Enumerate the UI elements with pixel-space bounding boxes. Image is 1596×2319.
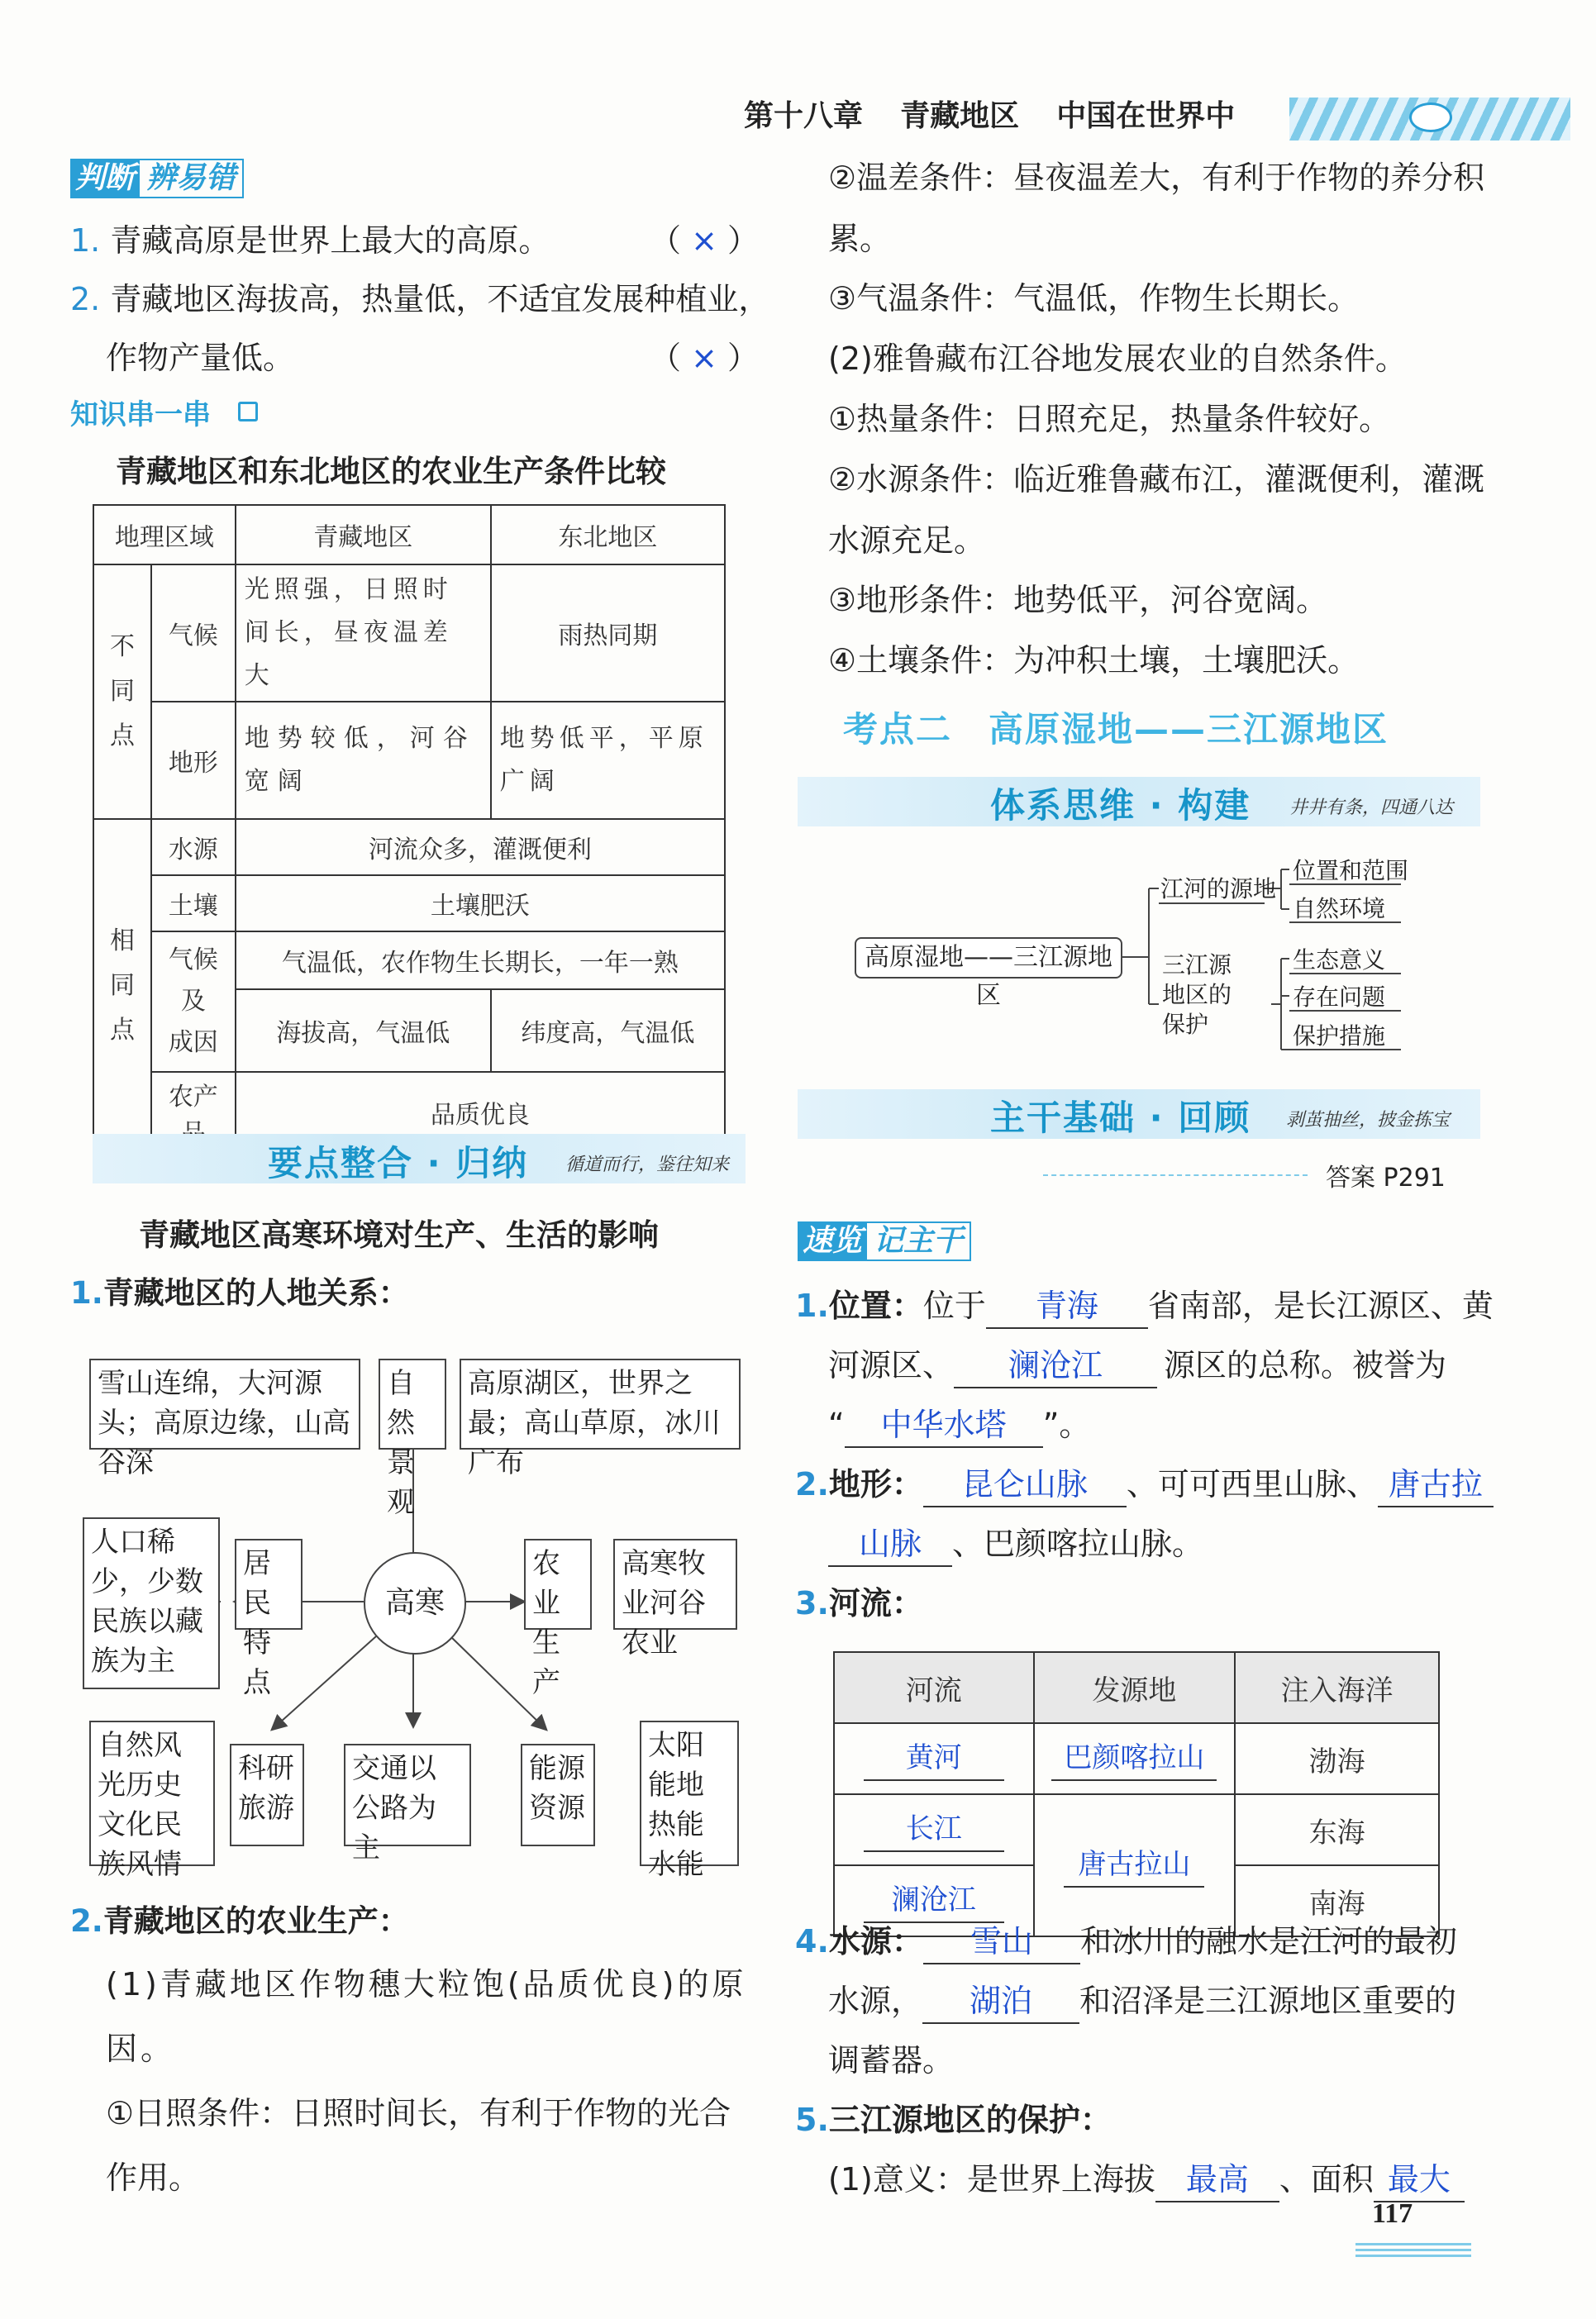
basics-banner-title: 主干基础 · 回顾 xyxy=(990,1098,1251,1138)
diagram-top-left: 雪山连绵，大河源头；高原边缘，山高谷深 xyxy=(89,1359,360,1450)
q3-label: 3.河流： xyxy=(795,1585,923,1621)
mindmap-leaf-3: 生态意义 xyxy=(1293,946,1386,974)
judge-item-2-answer: （ × ） xyxy=(650,340,760,376)
climate-qz: 光照强，日照时间长，昼夜温差大 xyxy=(236,564,491,702)
diagram-bottom-e: 太阳能地热能水能 xyxy=(640,1721,739,1866)
same-label: 相 同 点 xyxy=(93,819,151,1153)
diff-label: 不 同 点 xyxy=(93,564,151,819)
quick-tag xyxy=(798,1221,971,1263)
summary-p9: ④土壤条件：为冲积土壤，土壤肥沃。 xyxy=(828,642,1360,679)
diagram-left-inner: 居民特点 xyxy=(235,1539,303,1630)
climate-cause-both: 气温低，农作物生长期长，一年一熟 xyxy=(236,931,725,989)
summary-p8: ③地形条件：地势低平，河谷宽阔。 xyxy=(828,582,1328,618)
system-banner-sub: 井井有条，四通八达 xyxy=(1289,798,1454,818)
q1-line3: “ 中华水塔 ”。 xyxy=(828,1394,1090,1455)
climate-cause-qz: 海拔高，气温低 xyxy=(236,989,491,1072)
summary-h1: 1.青藏地区的人地关系： xyxy=(70,1275,409,1311)
judge-item-1 xyxy=(70,210,748,271)
th-dongbei: 东北地区 xyxy=(491,505,725,564)
river-1-sea: 渤海 xyxy=(1235,1723,1439,1794)
mindmap-leaf-2: 自然环境 xyxy=(1293,895,1386,922)
summary-p1: (1)青藏地区作物穗大粒饱(品质优良)的原因。 xyxy=(106,1966,747,2067)
quick-tag-a: 速览 xyxy=(798,1221,867,1261)
system-banner-title: 体系思维 · 构建 xyxy=(990,785,1251,826)
judge-tag-b: 辨易错 xyxy=(140,159,244,198)
unit-label: 中国在世界中 xyxy=(1056,99,1236,133)
diagram-bottom-c: 交通以公路为主 xyxy=(344,1744,471,1846)
diagram-bottom-d: 能源资源 xyxy=(521,1744,595,1846)
page-header xyxy=(744,93,1235,144)
mindmap-leaf-5: 保护措施 xyxy=(1293,1022,1386,1050)
q1-line2: 河源区、 澜沧江 源区的总称。被誉为 xyxy=(828,1335,1446,1396)
diagram-right-inner: 农业生产 xyxy=(524,1539,592,1630)
river-3-name: 澜沧江 xyxy=(834,1865,1034,1936)
knowledge-tag-icon xyxy=(238,402,258,421)
terrain-qz: 地势较低，河谷宽阔 xyxy=(236,702,491,819)
terrain-label: 地形 xyxy=(151,702,236,819)
summary-p7: ②水源条件：临近雅鲁藏布江，灌溉便利，灌溉水源充足。 xyxy=(828,461,1485,559)
product-both: 品质优良 xyxy=(236,1072,725,1153)
quick-tag-b: 记主干 xyxy=(867,1221,971,1261)
summary-h2: 2.青藏地区的农业生产： xyxy=(70,1903,409,1939)
fill-kunlun: 昆仑山脉 xyxy=(923,1463,1127,1507)
summary-p6: ①热量条件：日照充足，热量条件较好。 xyxy=(828,401,1391,437)
mindmap-branch-2: 三江源地区的保护 xyxy=(1162,951,1232,1038)
river-2-sea: 东海 xyxy=(1235,1794,1439,1865)
section-label: 青藏地区 xyxy=(900,99,1020,133)
judge-item-1-num: 1. xyxy=(70,222,101,259)
mindmap-branch-1: 江河的源地 xyxy=(1160,875,1277,902)
diagram-top-mid: 自然景观 xyxy=(379,1359,446,1450)
topic2-title: 考点二 高原湿地——三江源地区 xyxy=(843,709,1389,750)
q5-line1: (1)意义：是世界上海拔 最高 、面积 最大 xyxy=(828,2149,1465,2210)
river-2-name: 长江 xyxy=(834,1794,1034,1865)
answer-ref: 答案 P291 xyxy=(1326,1164,1446,1193)
comparison-table xyxy=(93,504,726,1154)
basics-banner-sub: 剥茧抽丝，披金拣宝 xyxy=(1286,1110,1451,1131)
diagram-center: 高寒 xyxy=(364,1552,466,1655)
th-qingzang: 青藏地区 xyxy=(236,505,491,564)
knowledge-tag: 知识串一串 xyxy=(70,398,211,431)
q2-line2: 山脉 、巴颜喀拉山脉。 xyxy=(828,1513,1203,1574)
diagram-right-outer: 高寒牧业河谷农业 xyxy=(613,1539,737,1630)
climate-cause-db: 纬度高，气温低 xyxy=(491,989,725,1072)
summary-p4: ③气温条件：气温低，作物生长期长。 xyxy=(828,280,1360,317)
q5-label: 5.三江源地区的保护： xyxy=(795,2102,1112,2138)
fill-shanmai: 山脉 xyxy=(828,1522,952,1567)
judge-item-1-text: 青藏高原是世界上最大的高原。 xyxy=(110,222,550,259)
summary-title: 青藏地区高寒环境对生产、生活的影响 xyxy=(139,1217,659,1253)
summary-banner-sub: 循道而行，鉴往知来 xyxy=(565,1155,730,1175)
judge-item-1-answer: （ × ） xyxy=(650,222,760,259)
page-number: 117 xyxy=(1372,2198,1413,2229)
q4-line3: 调蓄器。 xyxy=(828,2042,955,2079)
mindmap-leaf-1: 位置和范围 xyxy=(1293,857,1409,884)
product-label: 农产 xyxy=(151,1072,236,1153)
judge-item-2-line2: 作物产量低。 xyxy=(106,340,295,376)
climate-cause-label: 气候 及 成因 xyxy=(151,931,236,1072)
judge-item-2-text: 青藏地区海拔高，热量低，不适宜发展种植业， xyxy=(110,281,770,317)
q1-line1: 1.位置：位于 青海 省南部，是长江源区、黄 xyxy=(795,1275,1494,1336)
river-th-source: 发源地 xyxy=(1034,1652,1236,1723)
fill-lancangjiang: 澜沧江 xyxy=(954,1344,1157,1388)
th-region: 地理区域 xyxy=(93,505,236,564)
mindmap-leaf-4: 存在问题 xyxy=(1293,983,1386,1011)
terrain-db: 地势低平，平原广阔 xyxy=(491,702,725,819)
diagram-bottom-a: 自然风光历史文化民族风情 xyxy=(89,1721,215,1866)
q2-line1: 2.地形： 昆仑山脉 、可可西里山脉、 唐古拉 xyxy=(795,1454,1494,1515)
fill-xueshan: 雪山 xyxy=(923,1920,1080,1964)
river-1-source: 巴颜喀拉山 xyxy=(1034,1723,1236,1794)
river-th-sea: 注入海洋 xyxy=(1235,1652,1439,1723)
diagram-top-right: 高原湖区，世界之最；高山草原，冰川广布 xyxy=(460,1359,741,1450)
summary-banner-title: 要点整合 · 归纳 xyxy=(268,1143,529,1183)
eye-icon xyxy=(1409,102,1452,132)
summary-p5: (2)雅鲁藏布江谷地发展农业的自然条件。 xyxy=(828,340,1407,377)
mindmap-root: 高原湿地——三江源地区 xyxy=(855,937,1122,979)
river-23-source: 唐古拉山 xyxy=(1034,1794,1236,1936)
q4-line1: 4.水源： 雪山 和冰川的融水是江河的最初 xyxy=(795,1911,1457,1972)
river-table xyxy=(833,1651,1440,1937)
water-both: 河流众多，灌溉便利 xyxy=(236,819,725,875)
answer-ref-line xyxy=(1043,1174,1308,1176)
fill-zhonghua-shuita: 中华水塔 xyxy=(845,1403,1043,1448)
chapter-label: 第十八章 xyxy=(744,99,864,133)
fill-qinghai: 青海 xyxy=(986,1284,1148,1329)
fill-zuida: 最大 xyxy=(1374,2158,1465,2202)
summary-p2: ①日照条件：日照时间长，有利于作物的光合作用。 xyxy=(106,2095,731,2196)
fill-hubo: 湖泊 xyxy=(922,1979,1079,2024)
water-label: 水源 xyxy=(151,819,236,875)
judge-tag xyxy=(70,159,244,200)
judge-tag-a: 判断 xyxy=(70,159,140,198)
climate-db: 雨热同期 xyxy=(491,564,725,702)
river-th-name: 河流 xyxy=(834,1652,1034,1723)
judge-item-2-num: 2. xyxy=(70,281,101,317)
knowledge-table-title: 青藏地区和东北地区的农业生产条件比较 xyxy=(116,454,666,489)
q4-line2: 水源， 湖泊 和沼泽是三江源地区重要的 xyxy=(828,1970,1456,2031)
fill-zuigao: 最高 xyxy=(1155,2158,1279,2202)
diagram-left-outer: 人口稀少，少数民族以藏族为主 xyxy=(83,1517,220,1689)
judge-item-2 xyxy=(70,269,769,330)
river-3-sea: 南海 xyxy=(1235,1865,1439,1936)
judge-answer-1: × xyxy=(691,222,717,259)
river-1-name: 黄河 xyxy=(834,1723,1034,1794)
climate-label: 气候 xyxy=(151,564,236,702)
page-number-decoration xyxy=(1355,2243,1471,2259)
summary-p3: ②温差条件：昼夜温差大，有利于作物的养分积累。 xyxy=(828,160,1485,257)
soil-both: 土壤肥沃 xyxy=(236,875,725,931)
fill-tanggula: 唐古拉 xyxy=(1378,1463,1494,1507)
judge-answer-2: × xyxy=(691,340,717,376)
diagram-bottom-b: 科研旅游 xyxy=(230,1744,304,1846)
soil-label: 土壤 xyxy=(151,875,236,931)
